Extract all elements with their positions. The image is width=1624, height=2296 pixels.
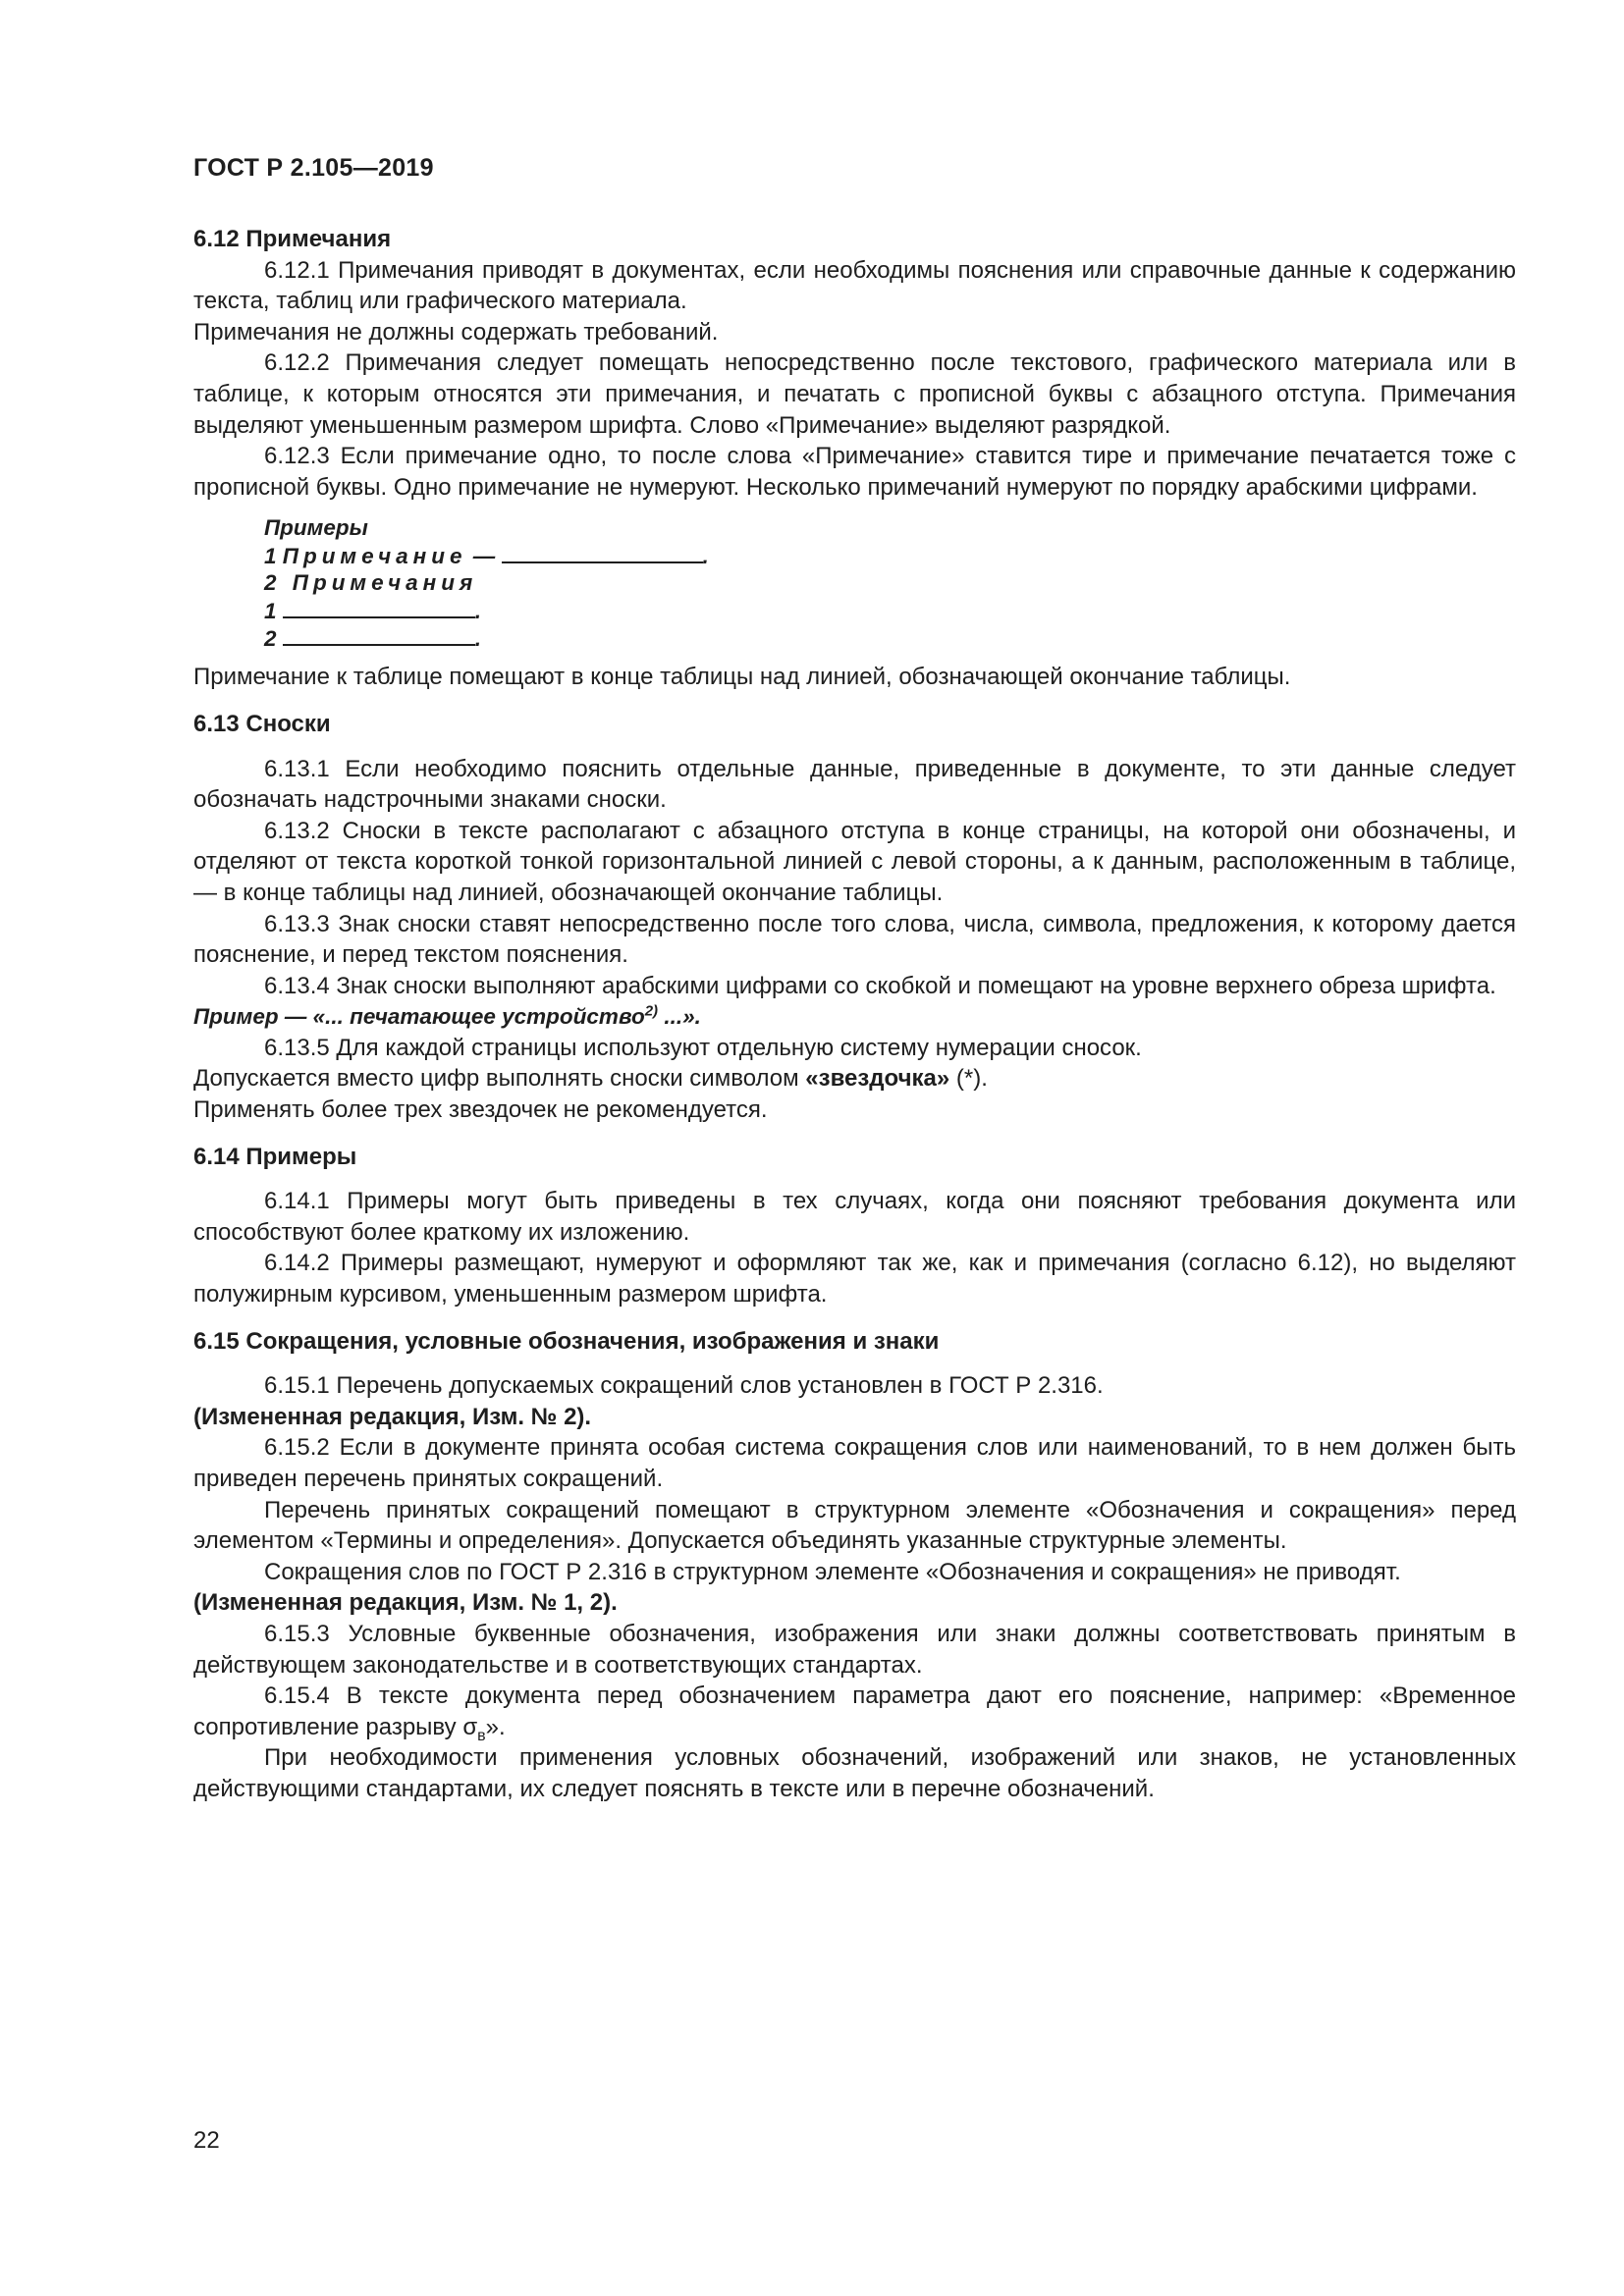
paragraph-table-notes: Примечание к таблице помещают в конце таблицы над линией, обозначающей окончание таблицы. (193, 664, 1291, 691)
example-note-item-1: 1 . (264, 599, 482, 624)
paragraph-6-15-1: 6.15.1 Перечень допускаемых сокращений слов установлен в ГОСТ Р 2.316. (264, 1372, 1104, 1400)
section-heading-6-15: 6.15 Сокращения, условные обозначения, изображения и знаки (193, 1327, 940, 1355)
paragraph-6-12-2: 6.12.2 Примечания следует помещать непосредственно после текстового, графического материала или в таблице, к которым относятся эти примечания, и печатать с прописной буквы с абзацного отступа. Примечания выделяют уменьшенным размером шрифта. Слово «Примечание» выделяют разрядкой. (193, 349, 1516, 439)
paragraph-6-12-1: 6.12.1 Примечания приводят в документах, если необходимы пояснения или справочные данные к содержанию текста, таблиц или графического материала. (193, 256, 1516, 315)
paragraph-abbreviations-list: Перечень принятых сокращений помещают в структурном элементе «Обозначения и сокращения» перед элементом «Термины и определения». Допускается объединять указанные структурные элементы. (193, 1496, 1516, 1555)
footnote-mark: 2) (644, 1002, 659, 1020)
footnote-example: Пример — «... печатающее устройство$^{2)}$ ...». (193, 1002, 701, 1030)
revision-note-1: (Измененная редакция, Изм. № 2). (193, 1403, 592, 1430)
example-note-single: 1 Примечание — . (264, 544, 709, 569)
paragraph-6-12-3: 6.12.3 Если примечание одно, то после слова «Примечание» ставится тире и примечание печатается тоже с прописной буквы. Одно примечание не нумеруют. Несколько примечаний нумеруют по порядку арабскими цифрами. (193, 443, 1516, 501)
section-heading-6-13: 6.13 Сноски (193, 710, 331, 737)
blank-line (283, 624, 475, 646)
example-note-multiple: 2 Примечания (264, 570, 478, 596)
paragraph-6-13-5: 6.13.5 Для каждой страницы используют отдельную систему нумерации сносок. (264, 1034, 1142, 1061)
blank-line (283, 597, 475, 618)
examples-title: Примеры (264, 515, 368, 541)
page-number: 22 (193, 2127, 220, 2154)
paragraph-asterisk-limit: Применять более трех звездочек не рекомендуется. (193, 1096, 768, 1124)
subscript-v: в (477, 1727, 486, 1744)
paragraph-nonstandard-symbols: При необходимости применения условных обозначений, изображений или знаков, не установленных действующими стандартами, их следует пояснять в тексте или в перечне обозначений. (193, 1744, 1516, 1802)
revision-note-2: (Измененная редакция, Изм. № 1, 2). (193, 1589, 618, 1617)
paragraph-asterisk-footnote: Допускается вместо цифр выполнять сноски символом «звездочка» (*). (193, 1065, 988, 1093)
paragraph-6-13-1: 6.13.1 Если необходимо пояснить отдельные данные, приведенные в документе, то эти данные следует обозначать надстрочными знаками сноски. (193, 755, 1516, 814)
paragraph-abbreviations-gost: Сокращения слов по ГОСТ Р 2.316 в структурном элементе «Обозначения и сокращения» не приводят. (264, 1558, 1401, 1585)
paragraph-6-15-3: 6.15.3 Условные буквенные обозначения, изображения или знаки должны соответствовать принятым в действующем законодательстве и в соответствующих стандартах. (193, 1620, 1516, 1679)
section-heading-6-14: 6.14 Примеры (193, 1143, 357, 1170)
document-body (193, 224, 1516, 1805)
document-header: ГОСТ Р 2.105—2019 (193, 154, 434, 182)
paragraph-6-13-4: 6.13.4 Знак сноски выполняют арабскими цифрами со скобкой и помещают на уровне верхнего обреза шрифта. (264, 972, 1496, 999)
blank-line (502, 542, 703, 563)
paragraph-notes-no-requirements: Примечания не должны содержать требований. (193, 318, 719, 346)
section-heading-6-12: 6.12 Примечания (193, 226, 392, 252)
paragraph-6-14-1: 6.14.1 Примеры могут быть приведены в тех случаях, когда они поясняют требования документа или способствуют более краткому их изложению. (193, 1188, 1516, 1246)
notes-examples-block (264, 514, 1516, 652)
example-note-item-2: 2 . (264, 626, 482, 652)
paragraph-6-13-3: 6.13.3 Знак сноски ставят непосредственно после того слова, числа, символа, предложения, к которому дается пояснение, и перед текстом пояснения. (193, 910, 1516, 969)
paragraph-6-14-2: 6.14.2 Примеры размещают, нумеруют и оформляют так же, как и примечания (согласно 6.12), но выделяют полужирным курсивом, уменьшенным размером шрифта. (193, 1250, 1516, 1308)
paragraph-6-15-4: 6.15.4 В тексте документа перед обозначением параметра дают его пояснение, например: «Временное сопротивление разрыву $\sigma_в$». (193, 1682, 1516, 1744)
paragraph-6-15-2: 6.15.2 Если в документе принята особая система сокращения слов или наименований, то в нем должен быть приведен перечень принятых сокращений. (193, 1434, 1516, 1492)
paragraph-6-13-2: 6.13.2 Сноски в тексте располагают с абзацного отступа в конце страницы, на которой они обозначены, и отделяют от текста короткой тонкой горизонтальной линией с левой стороны, а к данным, расположенным в таблице, — в конце таблицы над линией, обозначающей окончание таблицы. (193, 817, 1516, 906)
